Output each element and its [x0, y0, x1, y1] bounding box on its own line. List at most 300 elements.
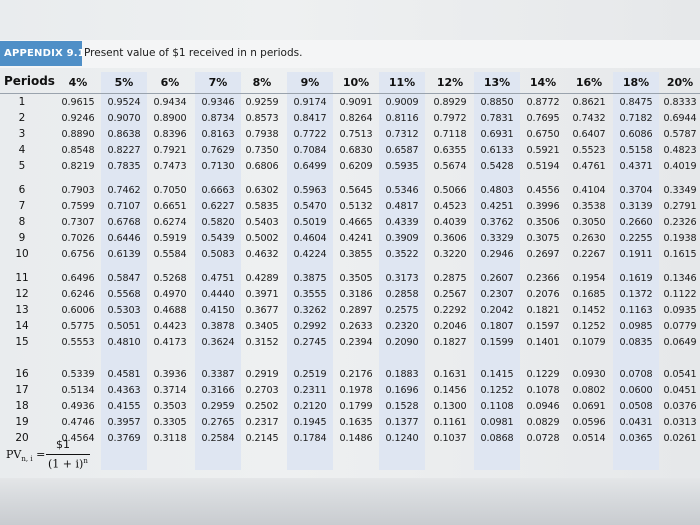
pv-factor-cell: 0.4688: [153, 305, 187, 316]
pv-factor-cell: 0.2946: [480, 249, 514, 260]
pv-factor-cell: 0.4241: [339, 233, 373, 244]
pv-factor-cell: 0.8621: [572, 97, 606, 108]
pv-factor-cell: 0.3677: [245, 305, 279, 316]
pv-factor-cell: 0.4039: [433, 217, 467, 228]
denominator-exponent: n: [83, 457, 88, 465]
pv-factor-cell: 0.5674: [433, 161, 467, 172]
pv-factor-cell: 0.2255: [619, 233, 653, 244]
rate-header: 12%: [436, 76, 464, 89]
pv-factor-cell: 0.1252: [480, 385, 514, 396]
pv-factor-cell: 0.0935: [663, 305, 697, 316]
period-number: 11: [15, 272, 29, 284]
pv-factor-cell: 0.2992: [293, 321, 327, 332]
pv-factor-cell: 0.2317: [245, 417, 279, 428]
pv-factor-cell: 0.0365: [619, 433, 653, 444]
pv-factor-cell: 0.5134: [61, 385, 95, 396]
pv-factor-cell: 0.1108: [480, 401, 514, 412]
pv-factor-cell: 0.2897: [339, 305, 373, 316]
period-number: 1: [18, 96, 26, 108]
pv-factor-cell: 0.5428: [480, 161, 514, 172]
pv-factor-cell: 0.4823: [663, 145, 697, 156]
pv-factor-cell: 0.9009: [385, 97, 419, 108]
pv-factor-cell: 0.0261: [663, 433, 697, 444]
pv-factor-cell: 0.0930: [572, 369, 606, 380]
period-number: 2: [18, 112, 26, 124]
pv-factor-cell: 0.1252: [572, 321, 606, 332]
pv-factor-cell: 0.0541: [663, 369, 697, 380]
pv-factor-cell: 0.8219: [61, 161, 95, 172]
pv-factor-cell: 0.1163: [619, 305, 653, 316]
pv-factor-cell: 0.4817: [385, 201, 419, 212]
pv-symbol: PV: [6, 448, 22, 461]
pv-factor-cell: 0.4339: [385, 217, 419, 228]
rate-header: 5%: [114, 76, 134, 89]
pv-factor-cell: 0.9615: [61, 97, 95, 108]
period-number: 4: [18, 144, 26, 156]
pv-factor-cell: 0.6209: [339, 161, 373, 172]
pv-factor-cell: 0.5002: [245, 233, 279, 244]
pv-factor-cell: 0.0596: [572, 417, 606, 428]
pv-factor-cell: 0.9246: [61, 113, 95, 124]
pv-factor-cell: 0.5083: [201, 249, 235, 260]
pv-factor-cell: 0.4803: [480, 185, 514, 196]
pv-factor-cell: 0.1161: [433, 417, 467, 428]
pv-factor-cell: 0.3118: [153, 433, 187, 444]
rate-header: 20%: [666, 76, 694, 89]
period-number: 7: [18, 200, 26, 212]
pv-factor-cell: 0.5051: [107, 321, 141, 332]
pv-factor-cell: 0.1346: [663, 273, 697, 284]
pv-factor-cell: 0.9091: [339, 97, 373, 108]
pv-factor-cell: 0.4632: [245, 249, 279, 260]
pv-factor-cell: 0.5132: [339, 201, 373, 212]
pv-factor-cell: 0.2307: [480, 289, 514, 300]
pv-factor-cell: 0.7350: [245, 145, 279, 156]
period-number: 19: [15, 416, 29, 428]
rate-header: 11%: [388, 76, 416, 89]
pv-factor-cell: 0.2366: [526, 273, 560, 284]
pv-factor-cell: 0.4363: [107, 385, 141, 396]
pv-factor-cell: 0.1978: [339, 385, 373, 396]
pv-factor-cell: 0.1827: [433, 337, 467, 348]
pv-factor-cell: 0.5439: [201, 233, 235, 244]
pv-factor-cell: 0.6499: [293, 161, 327, 172]
pv-factor-cell: 0.3186: [339, 289, 373, 300]
pv-factor-cell: 0.3704: [619, 185, 653, 196]
pv-factor-cell: 0.8163: [201, 129, 235, 140]
pv-factor-cell: 0.8417: [293, 113, 327, 124]
pv-factor-cell: 0.4440: [201, 289, 235, 300]
rate-header: 13%: [483, 76, 511, 89]
pv-factor-cell: 0.9070: [107, 113, 141, 124]
pv-factor-cell: 0.2791: [663, 201, 697, 212]
pv-formula: [6, 438, 126, 478]
pv-factor-cell: 0.3996: [526, 201, 560, 212]
pv-factor-cell: 0.1037: [433, 433, 467, 444]
pv-factor-cell: 0.3405: [245, 321, 279, 332]
pv-factor-cell: 0.7921: [153, 145, 187, 156]
pv-factor-cell: 0.1954: [572, 273, 606, 284]
pv-factor-cell: 0.5835: [245, 201, 279, 212]
pv-factor-cell: 0.2519: [293, 369, 327, 380]
pv-factor-cell: 0.1122: [663, 289, 697, 300]
pv-factor-cell: 0.1452: [572, 305, 606, 316]
pv-factor-cell: 0.3875: [293, 273, 327, 284]
pv-factor-cell: 0.2120: [293, 401, 327, 412]
pv-factor-cell: 0.1821: [526, 305, 560, 316]
rate-header: 14%: [529, 76, 557, 89]
pv-factor-cell: 0.3555: [293, 289, 327, 300]
pv-factor-cell: 0.6806: [245, 161, 279, 172]
pv-factor-cell: 0.7473: [153, 161, 187, 172]
pv-factor-cell: 0.7026: [61, 233, 95, 244]
equals-sign: =: [36, 448, 46, 461]
pv-factor-cell: 0.5963: [293, 185, 327, 196]
pv-factor-cell: 0.6246: [61, 289, 95, 300]
pv-factor-cell: 0.0946: [526, 401, 560, 412]
pv-factor-cell: 0.4423: [153, 321, 187, 332]
pv-factor-cell: 0.0802: [572, 385, 606, 396]
pv-factor-cell: 0.6750: [526, 129, 560, 140]
pv-factor-cell: 0.3522: [385, 249, 419, 260]
pv-factor-cell: 0.1415: [480, 369, 514, 380]
pv-factor-cell: 0.3173: [385, 273, 419, 284]
pv-factor-cell: 0.2919: [245, 369, 279, 380]
pv-factor-cell: 0.6756: [61, 249, 95, 260]
pv-factor-cell: 0.5584: [153, 249, 187, 260]
pv-factor-cell: 0.5787: [663, 129, 697, 140]
pv-factor-cell: 0.1799: [339, 401, 373, 412]
pv-factor-cell: 0.1945: [293, 417, 327, 428]
pv-factor-cell: 0.3855: [339, 249, 373, 260]
period-number: 9: [18, 232, 26, 244]
pv-factor-cell: 0.6446: [107, 233, 141, 244]
pv-factor-cell: 0.6302: [245, 185, 279, 196]
pv-factor-cell: 0.0600: [619, 385, 653, 396]
period-number: 5: [18, 160, 26, 172]
pv-factor-cell: 0.3624: [201, 337, 235, 348]
denominator-base: (1 + i): [48, 457, 84, 471]
pv-factor-cell: 0.4746: [61, 417, 95, 428]
pv-factor-cell: 0.1078: [526, 385, 560, 396]
pv-factor-cell: 0.3762: [480, 217, 514, 228]
periods-header: Periods: [4, 74, 55, 88]
pv-factor-cell: 0.6227: [201, 201, 235, 212]
pv-factor-cell: 0.2176: [339, 369, 373, 380]
rate-header: 8%: [252, 76, 272, 89]
pv-factor-cell: 0.3387: [201, 369, 235, 380]
pv-factor-cell: 0.0431: [619, 417, 653, 428]
pv-factor-cell: 0.4761: [572, 161, 606, 172]
pv-factor-cell: 0.5066: [433, 185, 467, 196]
pv-factor-cell: 0.2326: [663, 217, 697, 228]
pv-factor-cell: 0.5339: [61, 369, 95, 380]
rate-header: 6%: [160, 76, 180, 89]
rate-header: 7%: [208, 76, 228, 89]
pv-factor-cell: 0.0313: [663, 417, 697, 428]
pv-factor-cell: 0.3329: [480, 233, 514, 244]
pv-factor-cell: 0.4173: [153, 337, 187, 348]
pv-factor-cell: 0.1486: [339, 433, 373, 444]
pv-factor-cell: 0.4970: [153, 289, 187, 300]
pv-factor-cell: 0.1938: [663, 233, 697, 244]
pv-factor-cell: 0.3936: [153, 369, 187, 380]
pv-factor-cell: 0.7312: [385, 129, 419, 140]
pv-subscript: n, i: [21, 455, 33, 464]
formula-denominator: [48, 457, 88, 471]
rate-header: 4%: [68, 76, 88, 89]
pv-factor-cell: 0.7903: [61, 185, 95, 196]
pv-factor-cell: 0.4604: [293, 233, 327, 244]
pv-factor-cell: 0.0649: [663, 337, 697, 348]
pv-factor-cell: 0.2076: [526, 289, 560, 300]
pv-factor-cell: 0.1685: [572, 289, 606, 300]
pv-factor-cell: 0.2502: [245, 401, 279, 412]
pv-factor-cell: 0.5775: [61, 321, 95, 332]
pv-factor-cell: 0.1635: [339, 417, 373, 428]
pv-factor-cell: 0.1784: [293, 433, 327, 444]
pv-factor-cell: 0.1229: [526, 369, 560, 380]
pv-factor-cell: 0.7938: [245, 129, 279, 140]
formula-lhs: [6, 448, 45, 463]
desk-shadow: [0, 478, 700, 525]
pv-factor-cell: 0.5919: [153, 233, 187, 244]
pv-factor-cell: 0.0708: [619, 369, 653, 380]
pv-factor-cell: 0.2660: [619, 217, 653, 228]
pv-factor-cell: 0.2292: [433, 305, 467, 316]
pv-factor-cell: 0.4104: [572, 185, 606, 196]
pv-factor-cell: 0.2630: [572, 233, 606, 244]
pv-factor-cell: 0.2875: [433, 273, 467, 284]
pv-factor-cell: 0.7050: [153, 185, 187, 196]
pv-factor-cell: 0.3503: [153, 401, 187, 412]
pv-factor-cell: 0.0779: [663, 321, 697, 332]
period-number: 14: [15, 320, 29, 332]
pv-factor-cell: 0.5158: [619, 145, 653, 156]
pv-factor-cell: 0.4251: [480, 201, 514, 212]
pv-factor-cell: 0.0508: [619, 401, 653, 412]
pv-factor-cell: 0.4665: [339, 217, 373, 228]
pv-factor-cell: 0.7432: [572, 113, 606, 124]
pv-factor-cell: 0.1599: [480, 337, 514, 348]
pv-factor-cell: 0.3506: [526, 217, 560, 228]
pv-factor-cell: 0.7831: [480, 113, 514, 124]
pv-factor-cell: 0.3769: [107, 433, 141, 444]
pv-factor-cell: 0.7513: [339, 129, 373, 140]
pv-factor-cell: 0.2311: [293, 385, 327, 396]
pv-factor-cell: 0.5523: [572, 145, 606, 156]
pv-factor-cell: 0.5645: [339, 185, 373, 196]
pv-factor-cell: 0.9434: [153, 97, 187, 108]
pv-factor-cell: 0.2584: [201, 433, 235, 444]
pv-factor-cell: 0.3909: [385, 233, 419, 244]
pv-factor-cell: 0.6139: [107, 249, 141, 260]
pv-factor-cell: 0.1631: [433, 369, 467, 380]
pv-factor-cell: 0.0376: [663, 401, 697, 412]
pv-factor-cell: 0.7307: [61, 217, 95, 228]
pv-factor-cell: 0.1883: [385, 369, 419, 380]
pv-factor-cell: 0.4289: [245, 273, 279, 284]
pv-factor-cell: 0.2697: [526, 249, 560, 260]
pv-factor-cell: 0.6931: [480, 129, 514, 140]
pv-factor-cell: 0.4150: [201, 305, 235, 316]
period-number: 3: [18, 128, 26, 140]
pv-factor-cell: 0.5921: [526, 145, 560, 156]
pv-factor-cell: 0.1377: [385, 417, 419, 428]
pv-factor-cell: 0.6830: [339, 145, 373, 156]
pv-factor-cell: 0.1619: [619, 273, 653, 284]
pv-factor-cell: 0.7462: [107, 185, 141, 196]
pv-factor-cell: 0.5470: [293, 201, 327, 212]
pv-factor-cell: 0.0985: [619, 321, 653, 332]
pv-factor-cell: 0.2703: [245, 385, 279, 396]
pv-factor-cell: 0.6274: [153, 217, 187, 228]
pv-factor-cell: 0.3714: [153, 385, 187, 396]
pv-factor-cell: 0.9259: [245, 97, 279, 108]
pv-factor-cell: 0.6663: [201, 185, 235, 196]
pv-factor-cell: 0.2858: [385, 289, 419, 300]
pv-factor-cell: 0.4936: [61, 401, 95, 412]
pv-factor-cell: 0.5568: [107, 289, 141, 300]
pv-factor-cell: 0.5194: [526, 161, 560, 172]
pv-factor-cell: 0.2394: [339, 337, 373, 348]
pv-factor-cell: 0.2042: [480, 305, 514, 316]
pv-factor-cell: 0.5403: [245, 217, 279, 228]
pv-factor-cell: 0.1911: [619, 249, 653, 260]
pv-factor-cell: 0.5268: [153, 273, 187, 284]
pv-factor-cell: 0.5935: [385, 161, 419, 172]
pv-factor-cell: 0.4371: [619, 161, 653, 172]
pv-factor-cell: 0.1528: [385, 401, 419, 412]
period-number: 15: [15, 336, 29, 348]
pv-factor-cell: 0.5553: [61, 337, 95, 348]
pv-factor-cell: 0.8396: [153, 129, 187, 140]
pv-factor-cell: 0.5019: [293, 217, 327, 228]
pv-factor-cell: 0.7629: [201, 145, 235, 156]
fraction-bar: [46, 454, 90, 455]
pv-factor-cell: 0.2765: [201, 417, 235, 428]
pv-factor-cell: 0.2607: [480, 273, 514, 284]
pv-factor-cell: 0.1456: [433, 385, 467, 396]
pv-factor-cell: 0.9174: [293, 97, 327, 108]
pv-factor-cell: 0.3505: [339, 273, 373, 284]
pv-factor-cell: 0.6496: [61, 273, 95, 284]
period-number: 17: [15, 384, 29, 396]
pv-factor-cell: 0.3075: [526, 233, 560, 244]
pv-factor-cell: 0.7118: [433, 129, 467, 140]
pv-factor-cell: 0.3538: [572, 201, 606, 212]
period-number: 12: [15, 288, 29, 300]
pv-factor-cell: 0.0981: [480, 417, 514, 428]
pv-factor-cell: 0.2745: [293, 337, 327, 348]
pv-factor-cell: 0.9346: [201, 97, 235, 108]
rate-header: 10%: [342, 76, 370, 89]
formula-numerator: $1: [56, 438, 70, 451]
pv-factor-cell: 0.7722: [293, 129, 327, 140]
period-number: 10: [15, 248, 29, 260]
rate-header: 18%: [622, 76, 650, 89]
pv-factor-cell: 0.2633: [339, 321, 373, 332]
pv-factor-cell: 0.3957: [107, 417, 141, 428]
rate-header: 16%: [575, 76, 603, 89]
pv-factor-cell: 0.0514: [572, 433, 606, 444]
pv-factor-cell: 0.6133: [480, 145, 514, 156]
pv-factor-cell: 0.2145: [245, 433, 279, 444]
pv-factor-cell: 0.8227: [107, 145, 141, 156]
pv-factor-cell: 0.4556: [526, 185, 560, 196]
header-rule: [0, 93, 700, 94]
pv-factor-cell: 0.1079: [572, 337, 606, 348]
pv-factor-cell: 0.6651: [153, 201, 187, 212]
pv-factor-cell: 0.0728: [526, 433, 560, 444]
period-number: 16: [15, 368, 29, 380]
pv-factor-cell: 0.6355: [433, 145, 467, 156]
pv-factor-cell: 0.3220: [433, 249, 467, 260]
pv-factor-cell: 0.2959: [201, 401, 235, 412]
pv-factor-cell: 0.4581: [107, 369, 141, 380]
pv-factor-cell: 0.8900: [153, 113, 187, 124]
pv-factor-cell: 0.1372: [619, 289, 653, 300]
pv-factor-cell: 0.0691: [572, 401, 606, 412]
pv-factor-cell: 0.2320: [385, 321, 419, 332]
pv-factor-cell: 0.8573: [245, 113, 279, 124]
pv-factor-cell: 0.6006: [61, 305, 95, 316]
pv-factor-cell: 0.8548: [61, 145, 95, 156]
pv-factor-cell: 0.3166: [201, 385, 235, 396]
pv-factor-cell: 0.6944: [663, 113, 697, 124]
pv-factor-cell: 0.8333: [663, 97, 697, 108]
pv-factor-cell: 0.2267: [572, 249, 606, 260]
pv-factor-cell: 0.4155: [107, 401, 141, 412]
pv-factor-cell: 0.4564: [61, 433, 95, 444]
rate-header: 9%: [300, 76, 320, 89]
table-title: Present value of $1 received in n periods.: [84, 47, 303, 59]
pv-factor-cell: 0.3878: [201, 321, 235, 332]
pv-factor-cell: 0.6587: [385, 145, 419, 156]
pv-factor-cell: 0.3606: [433, 233, 467, 244]
pv-factor-cell: 0.3050: [572, 217, 606, 228]
pv-factor-cell: 0.6407: [572, 129, 606, 140]
pv-factor-cell: 0.5303: [107, 305, 141, 316]
pv-factor-cell: 0.5346: [385, 185, 419, 196]
pv-factor-cell: 0.6086: [619, 129, 653, 140]
period-number: 13: [15, 304, 29, 316]
period-number: 18: [15, 400, 29, 412]
period-number: 6: [18, 184, 26, 196]
period-number: 8: [18, 216, 26, 228]
pv-factor-cell: 0.3305: [153, 417, 187, 428]
pv-factor-cell: 0.8475: [619, 97, 653, 108]
pv-factor-cell: 0.8734: [201, 113, 235, 124]
pv-factor-cell: 0.4019: [663, 161, 697, 172]
pv-factor-cell: 0.7130: [201, 161, 235, 172]
pv-factor-cell: 0.9524: [107, 97, 141, 108]
pv-factor-cell: 0.1597: [526, 321, 560, 332]
pv-factor-cell: 0.8264: [339, 113, 373, 124]
pv-factor-cell: 0.7084: [293, 145, 327, 156]
pv-factor-cell: 0.1240: [385, 433, 419, 444]
pv-factor-cell: 0.4523: [433, 201, 467, 212]
pv-factor-cell: 0.3139: [619, 201, 653, 212]
pv-factor-cell: 0.8929: [433, 97, 467, 108]
pv-factor-cell: 0.3152: [245, 337, 279, 348]
pv-factor-cell: 0.8890: [61, 129, 95, 140]
pv-factor-cell: 0.7972: [433, 113, 467, 124]
pv-factor-cell: 0.4751: [201, 273, 235, 284]
pv-factor-cell: 0.3349: [663, 185, 697, 196]
pv-factor-cell: 0.1696: [385, 385, 419, 396]
pv-factor-cell: 0.3971: [245, 289, 279, 300]
